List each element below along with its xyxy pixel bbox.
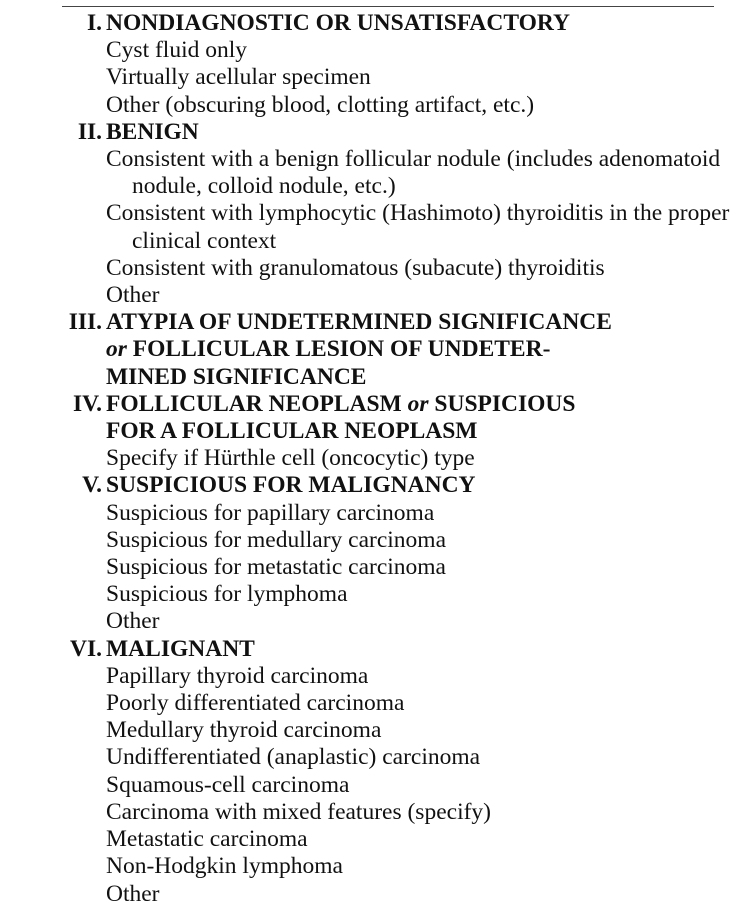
subcategory-item: Medullary thyroid carcinoma <box>106 717 382 744</box>
subcategory-item: Other <box>106 608 160 635</box>
category-block <box>0 10 731 119</box>
subcategory-item: Suspicious for papillary carcinoma <box>106 499 435 526</box>
category-number: III. <box>68 309 102 336</box>
heading-conjunction: or <box>106 336 127 363</box>
category-number: V. <box>82 472 102 499</box>
category-heading <box>106 636 716 663</box>
subcategory-item: Suspicious for lymphoma <box>106 581 348 608</box>
heading-text: NONDIAGNOSTIC OR UNSATISFACTORY <box>106 10 571 36</box>
heading-text: SUSPICIOUS FOR A FOLLICULAR NEOPLASM <box>106 390 576 445</box>
classification-document <box>0 10 731 908</box>
subcategory-item: Poorly differentiated carcinoma <box>106 690 405 717</box>
category-heading <box>106 309 716 391</box>
heading-text: SUSPICIOUS FOR MALIGNANCY <box>106 472 476 499</box>
subcategory-item: Cyst fluid only <box>106 37 248 64</box>
heading-conjunction: or <box>407 390 429 417</box>
subcategory-item: Other <box>106 282 160 309</box>
category-block <box>0 636 731 908</box>
subcategory-item: Other (obscuring blood, clotting artifact, etc.) <box>106 91 535 118</box>
subcategory-item: Papillary thyroid carcinoma <box>106 662 369 689</box>
top-rule <box>62 6 714 7</box>
subcategory-item: Virtually acellular specimen <box>106 64 371 91</box>
category-block <box>0 391 731 473</box>
subcategory-item: Other <box>106 880 160 907</box>
subcategory-item: Metastatic carcinoma <box>106 826 308 853</box>
subcategory-item: Consistent with lymphocytic (Hashimoto) thyroiditis in the proper clinical context <box>106 200 730 254</box>
subcategory-item: Consistent with a benign follicular nodule (includes adenomatoid nodule, colloid nodule, etc.) <box>106 146 721 200</box>
subcategory-item: Carcinoma with mixed features (specify) <box>106 798 491 825</box>
category-number: II. <box>77 118 102 145</box>
category-block <box>0 309 731 391</box>
category-heading <box>106 10 716 37</box>
subcategory-item: Specify if Hürthle cell (oncocytic) type <box>106 445 475 472</box>
subcategory-item: Suspicious for medullary carcinoma <box>106 526 447 553</box>
subcategory-item: Non-Hodgkin lymphoma <box>106 853 343 880</box>
heading-text: ATYPIA OF UNDETERMINED SIGNIFICANCE <box>106 309 612 336</box>
subcategory-item: Squamous-cell carcinoma <box>106 771 350 798</box>
category-number: IV. <box>73 390 102 417</box>
category-heading <box>106 391 716 445</box>
category-block <box>0 119 731 309</box>
heading-text: BENIGN <box>106 118 199 145</box>
category-heading <box>106 472 716 499</box>
heading-text: MALIGNANT <box>106 635 255 662</box>
subcategory-item: Consistent with granulomatous (subacute) thyroiditis <box>106 254 605 281</box>
category-number: I. <box>86 10 102 36</box>
category-block <box>0 472 731 635</box>
heading-text: FOLLICULAR LESION OF UNDETER- MINED SIGNIFICANCE <box>106 336 551 390</box>
heading-text: FOLLICULAR NEOPLASM <box>106 390 408 417</box>
category-heading <box>106 119 716 146</box>
subcategory-item: Undifferentiated (anaplastic) carcinoma <box>106 744 481 771</box>
subcategory-item: Suspicious for metastatic carcinoma <box>106 554 446 581</box>
category-number: VI. <box>70 635 102 662</box>
